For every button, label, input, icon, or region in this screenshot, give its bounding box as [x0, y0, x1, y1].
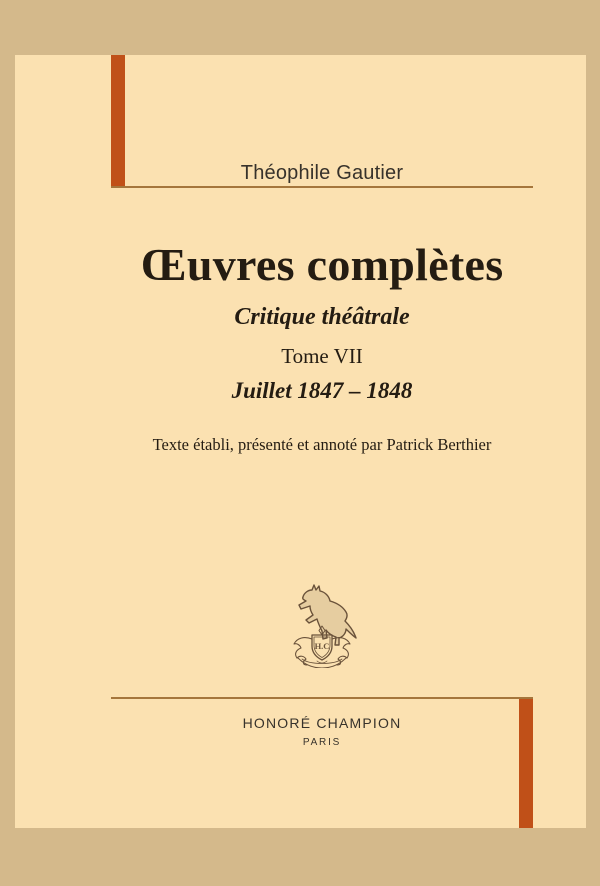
editor-credit: Texte établi, présenté et annoté par Patrick Berthier [152, 435, 492, 454]
cover-content-column [111, 55, 533, 828]
book-subtitle: Critique théâtrale [234, 304, 410, 330]
rearing-horse-crest-icon [284, 582, 360, 668]
horse-icon [299, 585, 356, 645]
volume-number: Tome VII [281, 344, 363, 368]
publisher-emblem [284, 582, 360, 668]
publisher-city: PARIS [302, 737, 342, 748]
date-range: Juillet 1847 – 1848 [231, 378, 413, 403]
emblem-initials: H.C [314, 641, 330, 651]
book-cover-page [15, 55, 586, 828]
publisher-name: HONORÉ CHAMPION [242, 715, 402, 731]
divider-rule-top [111, 186, 533, 188]
book-title: Œuvres complètes [140, 239, 504, 290]
author-name: Théophile Gautier [240, 162, 404, 184]
divider-rule-bottom [111, 697, 533, 699]
